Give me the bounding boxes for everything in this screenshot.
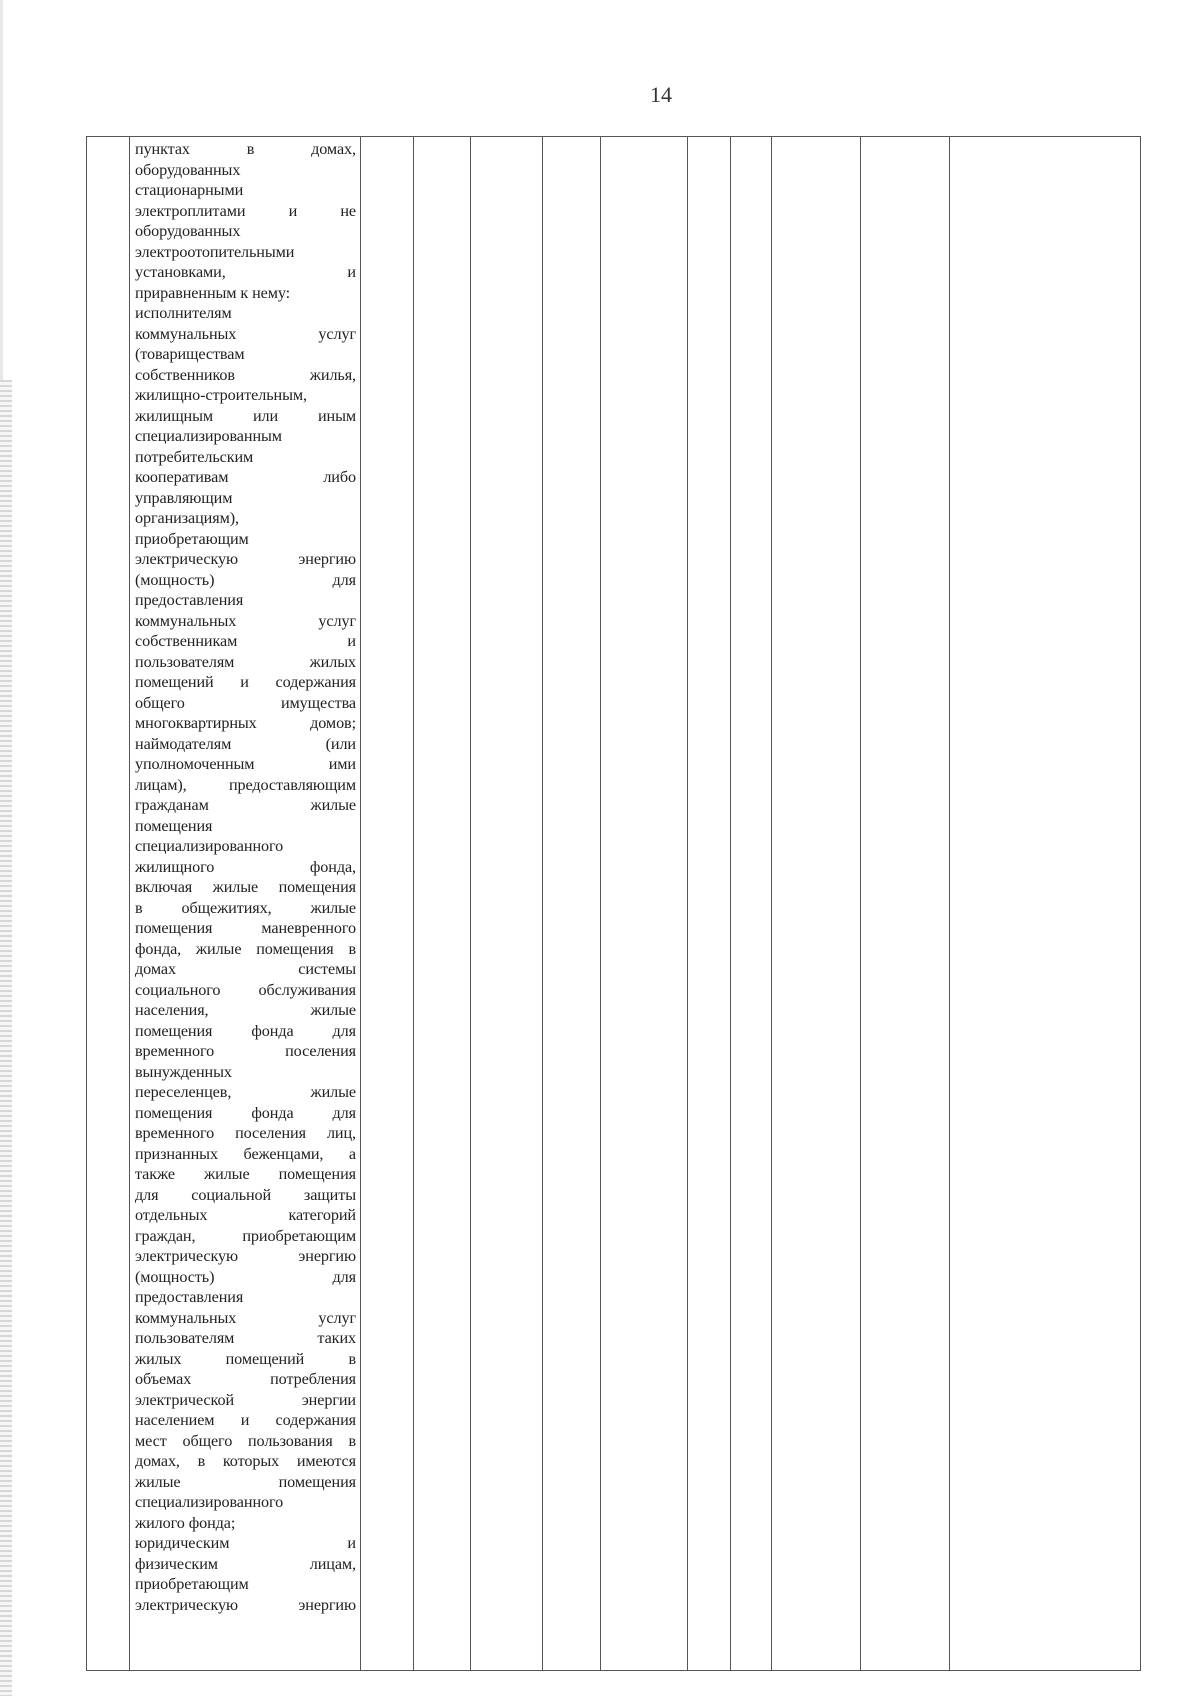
text-line: объемах потребления xyxy=(135,1370,356,1388)
text-line: граждан, приобретающим xyxy=(135,1226,356,1245)
table-cell-empty xyxy=(772,137,861,1671)
table-cell-empty xyxy=(731,137,772,1671)
text-line: электроплитами и не xyxy=(135,201,356,220)
scan-edge-shadow xyxy=(0,0,3,380)
text-line: управляющим xyxy=(135,488,233,507)
text-line: жилого фонда; xyxy=(135,1513,236,1532)
text-line: жилищно-строительным, xyxy=(135,386,307,404)
table-cell-number xyxy=(87,137,130,1671)
text-line: коммунальных услуг xyxy=(135,611,356,630)
text-line: пользователям жилых xyxy=(135,652,356,671)
text-line: установками, и xyxy=(135,263,356,281)
text-line: собственников жилья, xyxy=(135,365,356,384)
text-line: (мощность) для xyxy=(135,570,356,589)
table-cell-empty xyxy=(601,137,688,1671)
text-line: включая жилые помещения xyxy=(135,878,356,896)
text-line: электрическую энергию xyxy=(135,1247,356,1265)
text-line: (товариществам xyxy=(135,345,245,363)
text-line: оборудованных xyxy=(135,160,241,179)
text-line: домах системы xyxy=(135,960,356,978)
text-line: общего имущества xyxy=(135,693,356,712)
text-line: помещения фонда для xyxy=(135,1021,356,1040)
text-line: населения, жилые xyxy=(135,1001,356,1019)
text-line: переселенцев, жилые xyxy=(135,1083,356,1101)
text-line: электрическую энергию xyxy=(135,1595,356,1614)
table-cell-empty xyxy=(471,137,543,1671)
text-line: признанных беженцами, а xyxy=(135,1144,356,1163)
text-line: специализированного xyxy=(135,1493,284,1511)
table-cell-empty xyxy=(688,137,731,1671)
tariff-table xyxy=(86,136,1141,1671)
text-line: населением и содержания xyxy=(135,1411,356,1429)
text-line: стационарными xyxy=(135,181,244,199)
table-cell-empty xyxy=(414,137,471,1671)
page-number: 14 xyxy=(650,82,672,107)
text-line: в общежитиях, жилые xyxy=(135,898,356,917)
description-text xyxy=(135,139,356,1615)
text-line: помещения xyxy=(135,816,213,835)
text-line: многоквартирных домов; xyxy=(135,714,356,732)
text-line: отдельных категорий xyxy=(135,1206,356,1224)
text-line: наймодателям (или xyxy=(135,734,356,753)
text-line: жилищным или иным xyxy=(135,406,356,425)
table-cell-empty xyxy=(861,137,950,1671)
text-line: юридическим и xyxy=(135,1534,356,1552)
table-cell-empty xyxy=(543,137,601,1671)
text-line: организациям), xyxy=(135,509,239,527)
text-line: специализированным xyxy=(135,427,282,445)
text-line: уполномоченным ими xyxy=(135,755,356,773)
text-line: коммунальных услуг xyxy=(135,1308,356,1327)
text-line: (мощность) для xyxy=(135,1267,356,1286)
text-line: домах, в которых имеются xyxy=(135,1452,356,1470)
text-line: специализированного xyxy=(135,837,284,855)
text-line: электрической энергии xyxy=(135,1390,356,1409)
text-line: фонда, жилые помещения в xyxy=(135,939,356,958)
text-line: жилых помещений в xyxy=(135,1349,356,1368)
table-cell-empty xyxy=(950,137,1141,1671)
text-line: временного поселения xyxy=(135,1042,356,1060)
text-line: помещений и содержания xyxy=(135,673,356,691)
text-line: пользователям таких xyxy=(135,1329,356,1347)
table-cell-description xyxy=(130,137,361,1671)
text-line: помещения фонда для xyxy=(135,1103,356,1122)
text-line: электроотопительными xyxy=(135,242,295,261)
text-line: оборудованных xyxy=(135,222,241,240)
text-line: кооперативам либо xyxy=(135,468,356,486)
text-line: мест общего пользования в xyxy=(135,1431,356,1450)
text-line: пунктах в домах, xyxy=(135,140,356,158)
text-line: жилые помещения xyxy=(135,1472,356,1491)
text-line: исполнителям xyxy=(135,304,232,322)
text-line: вынужденных xyxy=(135,1062,232,1081)
text-line: гражданам жилые xyxy=(135,796,356,814)
text-line: коммунальных услуг xyxy=(135,324,356,343)
text-line: также жилые помещения xyxy=(135,1165,356,1183)
text-line: помещения маневренного xyxy=(135,919,356,937)
table-row xyxy=(87,137,1141,1671)
text-line: для социальной защиты xyxy=(135,1185,356,1204)
scan-binding-strip xyxy=(0,380,12,1696)
text-line: приравненным к нему: xyxy=(135,283,291,302)
text-line: приобретающим xyxy=(135,529,249,548)
text-line: потребительским xyxy=(135,447,254,466)
text-line: приобретающим xyxy=(135,1575,249,1593)
text-line: электрическую энергию xyxy=(135,550,356,568)
text-line: предоставления xyxy=(135,591,244,609)
text-line: лицам), предоставляющим xyxy=(135,775,356,794)
text-line: физическим лицам, xyxy=(135,1554,356,1573)
table-cell-empty xyxy=(361,137,414,1671)
text-line: социального обслуживания xyxy=(135,980,356,999)
text-line: собственникам и xyxy=(135,632,356,650)
text-line: временного поселения лиц, xyxy=(135,1124,356,1142)
text-line: жилищного фонда, xyxy=(135,857,356,876)
text-line: предоставления xyxy=(135,1288,244,1306)
